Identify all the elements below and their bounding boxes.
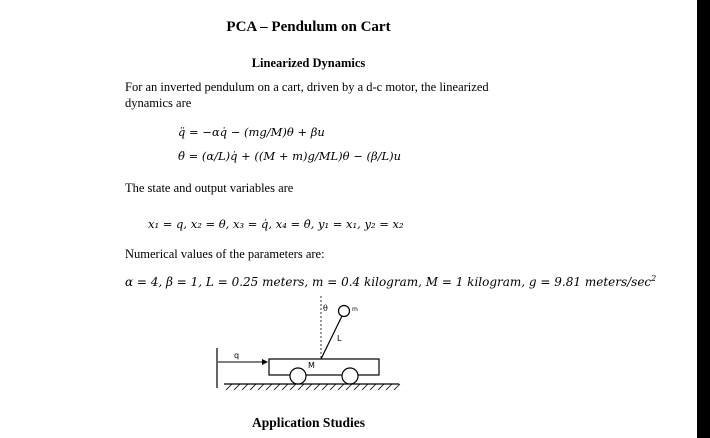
intro-paragraph: For an inverted pendulum on a cart, driven by a d-c motor, the linearized dynamics are: [125, 80, 489, 110]
right-wheel: [342, 368, 358, 384]
page-title: PCA – Pendulum on Cart: [226, 19, 391, 35]
params-intro-text: Numerical values of the parameters are:: [125, 247, 325, 261]
pendulum-bob: [339, 306, 350, 317]
length-label: L: [337, 334, 342, 343]
section-heading: Application Studies: [252, 415, 365, 430]
exponent-2: 2: [651, 274, 657, 283]
state-intro-text: The state and output variables are: [125, 181, 294, 195]
theta-label: θ: [323, 304, 328, 313]
subtitle: Linearized Dynamics: [251, 56, 366, 70]
position-arrowhead: [262, 359, 268, 365]
equation-cart-dynamics: q̈ = −αq̇ − (mg/M)θ + βu: [178, 125, 325, 139]
parameter-values-text: α = 4, β = 1, L = 0.25 meters, m = 0.4 kilogram, M = 1 kilogram, g = 9.81 meters/sec: [125, 275, 652, 289]
cart-body: [269, 359, 379, 375]
right-edge-bar: [697, 0, 710, 438]
left-wheel: [290, 368, 306, 384]
equation-pendulum-dynamics: θ̈ = (α/L)q̇ + ((M + m)g/ML)θ − (β/L)u: [178, 149, 402, 163]
bob-mass-label: m: [352, 306, 358, 313]
pendulum-cart-diagram: [214, 296, 404, 396]
cart-mass-label: M: [308, 361, 315, 370]
ground-hatch: [226, 384, 400, 390]
state-output-equation: x₁ = q, x₂ = θ, x₃ = q̇, x₄ = θ̇, y₁ = x₁, y₂ = x₂: [148, 217, 404, 231]
position-label: q: [234, 351, 240, 360]
parameter-values-equation: [125, 274, 656, 289]
